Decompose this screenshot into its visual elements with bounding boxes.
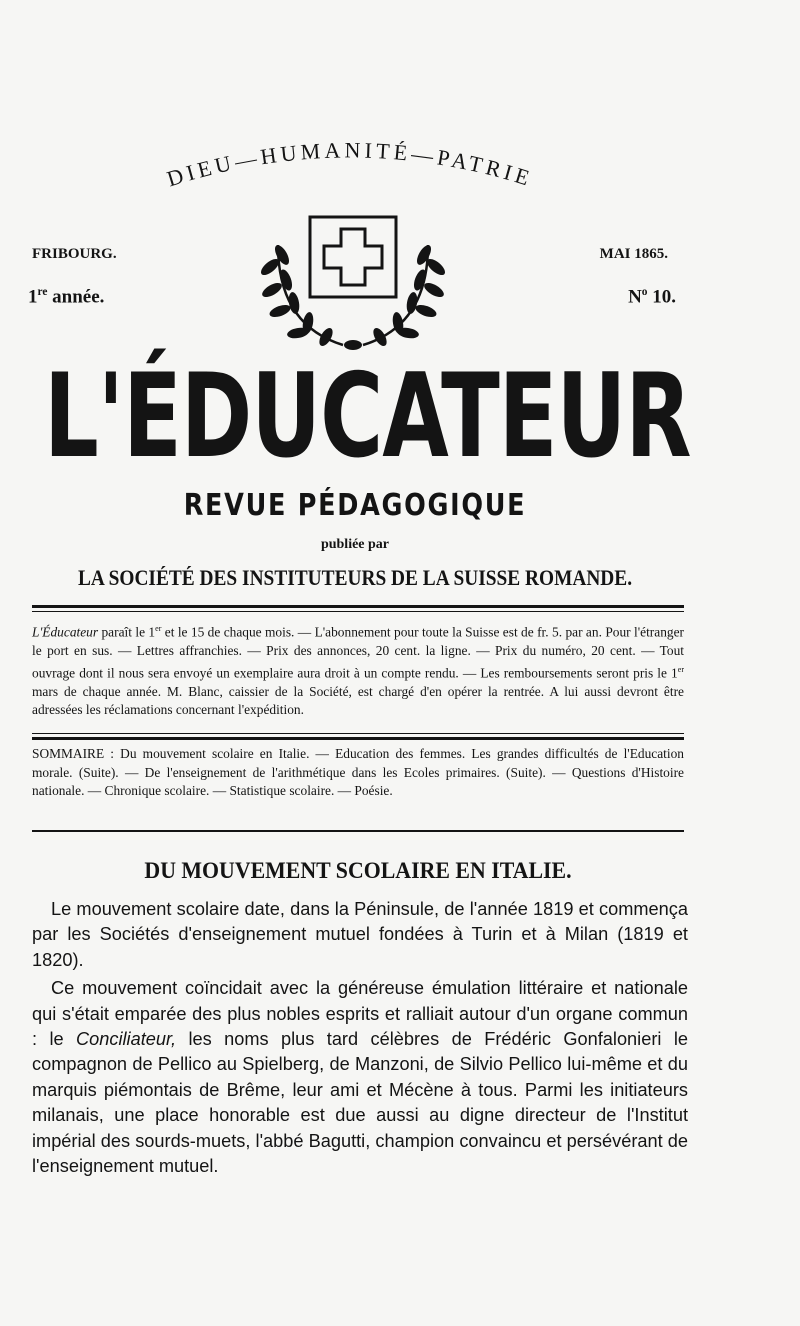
issue-date: MAI 1865.	[599, 246, 668, 262]
article-title: DU MOUVEMENT SCOLAIRE EN ITALIE.	[144, 858, 572, 883]
motto-arc	[100, 120, 600, 210]
published-by: publiée par	[320, 537, 390, 552]
motto-humanite: HUMANITÉ	[258, 137, 413, 170]
subscription-notice: L'Éducateur paraît le 1er et le 15 de chaque mois. — L'abonnement pour toute la Suisse est de fr. 5. par an. Pour l'étranger le port en sus. — Lettres affranchies. — Prix des annonces, 20 cent. la ligne. — Prix du numéro, 20 cent. — Tout ouvrage dont il nous sera envoyé un exemplaire aura droit à un compte rendu. — Les remboursements seront pris le 1er mars de chaque année. M. Blanc, caissier de la Société, est chargé d'en opérer la rentrée. A lui aussi devront être adressées les réclamations concernant l'expédition.	[32, 624, 684, 718]
article-paragraph: Le mouvement scolaire date, dans la Péninsule, de l'année 1819 et commença par les Sociétés d'enseignement mutuel fondées à Turin et à Milan (1819 et 1820).	[32, 899, 688, 970]
table-of-contents: SOMMAIRE : Du mouvement scolaire en Italie. — Education des femmes. Les grandes difficultés de l'Education morale. (Suite). — De l'enseignement de l'arithmétique dans les Ecoles primaires. (Suite). — Questions d'Histoire nationale. — Chronique scolaire. — Statistique scolaire. — Poésie.	[32, 746, 684, 799]
article-body	[32, 897, 688, 1182]
issue-number: $N^o$ 10.	[628, 286, 676, 308]
swiss-cross-laurel-wreath-icon	[248, 205, 458, 355]
divider	[32, 830, 684, 832]
divider	[32, 605, 684, 608]
society-name: LA SOCIÉTÉ DES INSTITUTEURS DE LA SUISSE ROMANDE.	[77, 565, 633, 590]
city-label: FRIBOURG.	[32, 246, 117, 262]
svg-text:DIEU—HUMANITÉ—PATRIE: DIEU—HUMANITÉ—PATRIE	[163, 137, 537, 192]
motto-patrie: PATRIE	[435, 144, 537, 192]
masthead-subtitle: REVUE PÉDAGOGIQUE	[183, 488, 527, 523]
divider	[32, 611, 684, 612]
masthead-title: L'ÉDUCATEUR	[44, 349, 691, 485]
divider	[32, 737, 684, 740]
year-label: 1re année.	[28, 286, 105, 308]
motto-dieu: DIEU	[163, 149, 238, 192]
article-paragraph: Ce mouvement coïncidait avec la généreuse émulation littéraire et nationale qui s'était emparée des plus nobles esprits et ralliait autour d'un organe commun : le Conciliateur, les noms plus tard célèbres de Frédéric Gonfalonieri le compagnon de Pellico au Spielberg, de Manzoni, de Silvio Pellico lui-même et du marquis piémontais de Brême, leur ami et Mécène à tous. Parmi les initiateurs milanais, une place honorable est due aussi au digne directeur de l'Institut impérial des sourds-muets, l'abbé Bagutti, champion convaincu et persévérant de l'enseignement mutuel.	[32, 978, 688, 1177]
divider	[32, 733, 684, 734]
